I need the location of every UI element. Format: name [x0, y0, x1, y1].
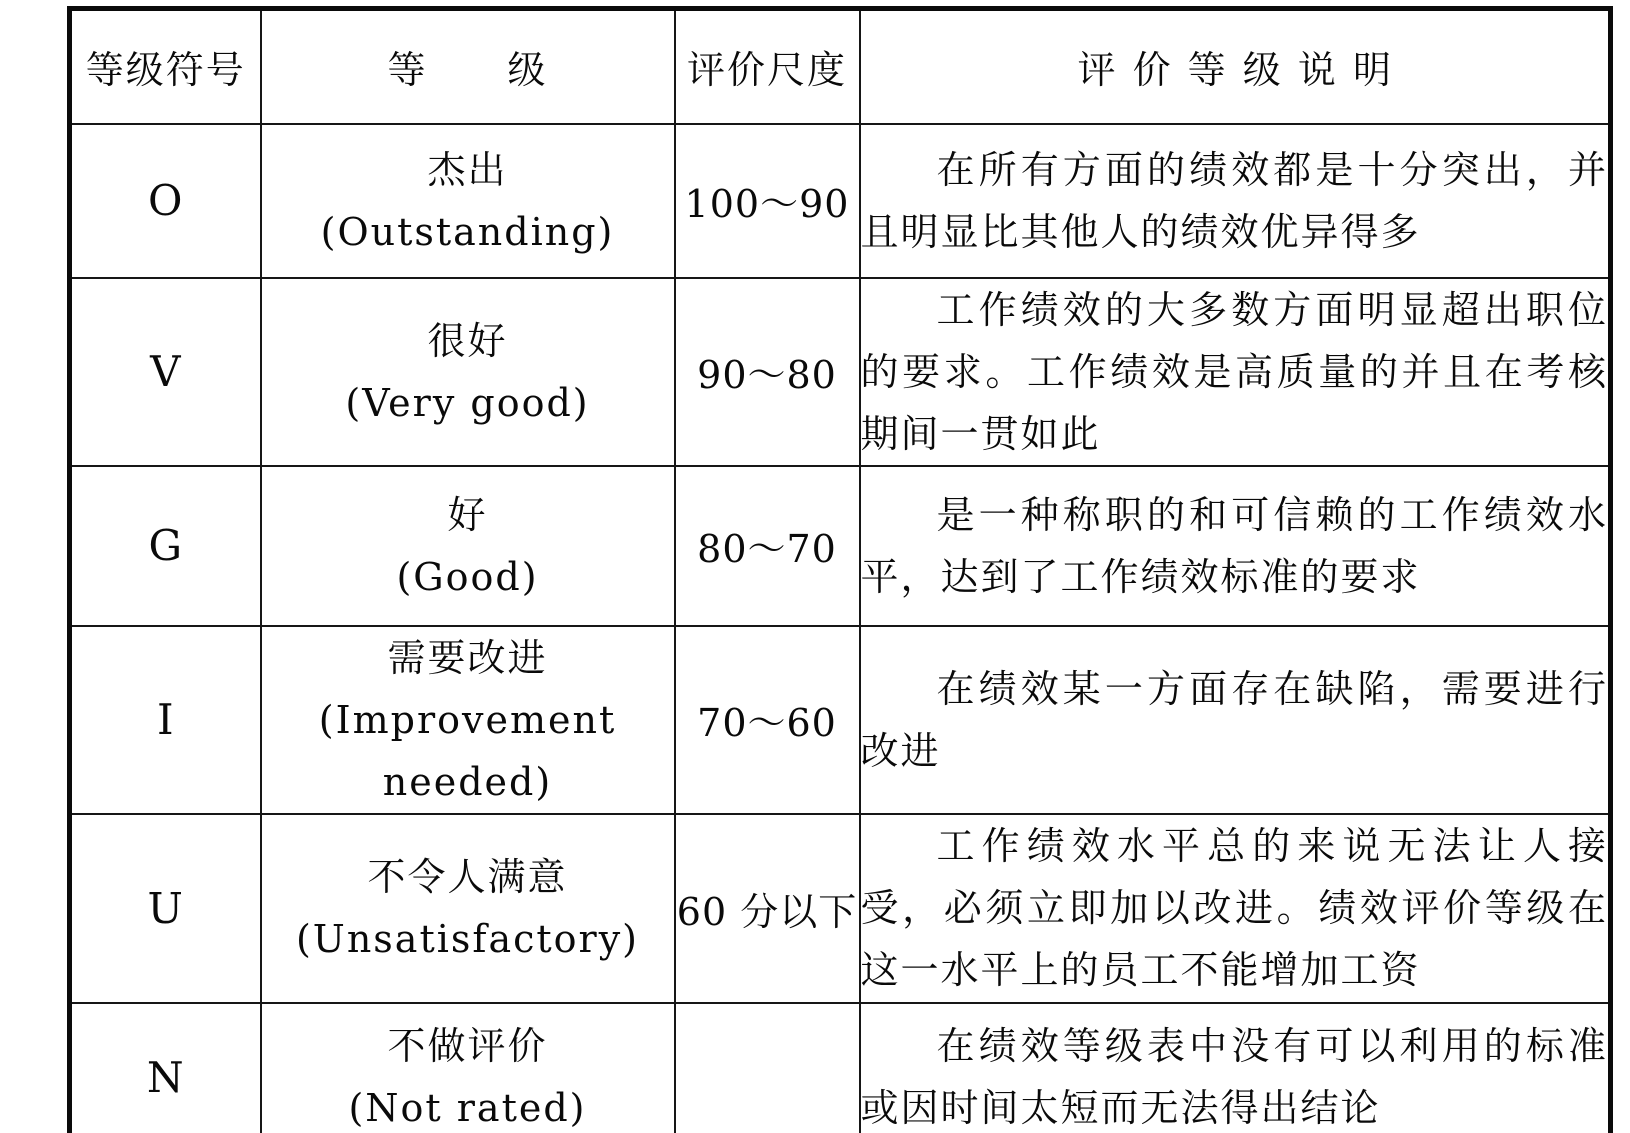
- grade-name-cn: 好: [447, 492, 488, 537]
- grade-name-cn: 不令人满意: [367, 855, 568, 899]
- table-row-outstanding: [70, 124, 1611, 278]
- table-row-unsatisfactory: [70, 814, 1611, 1003]
- cell-symbol: I: [70, 626, 261, 814]
- grade-name-en: (Improvement needed): [318, 697, 617, 804]
- table-row-good: [70, 466, 1611, 626]
- cell-scale: 60 分以下: [675, 814, 860, 1003]
- table-row-improvement-needed: [70, 626, 1611, 814]
- cell-scale: 80～70: [675, 466, 860, 626]
- grade-name-en: (Unsatisfactory): [295, 917, 639, 961]
- cell-grade: [261, 814, 675, 1003]
- cell-scale: [675, 1003, 860, 1133]
- cell-symbol: V: [70, 278, 261, 466]
- table-header-row: [70, 9, 1611, 124]
- grade-name-en: (Good): [396, 554, 539, 599]
- cell-description: 是一种称职的和可信赖的工作绩效水平，达到了工作绩效标准的要求: [860, 466, 1611, 626]
- grade-name-cn: 杰出: [427, 147, 508, 192]
- cell-scale: 90～80: [675, 278, 860, 466]
- grade-name-en: (Outstanding): [320, 209, 615, 254]
- header-cell-symbol: 等级符号: [70, 9, 261, 124]
- cell-description: 工作绩效的大多数方面明显超出职位的要求。工作绩效是高质量的并且在考核期间一贯如此: [860, 278, 1611, 466]
- header-cell-description: 评价等级说明: [860, 9, 1611, 124]
- cell-symbol: N: [70, 1003, 261, 1133]
- cell-grade: [261, 278, 675, 466]
- header-cell-grade: 等 级: [261, 9, 675, 124]
- cell-grade: [261, 466, 675, 626]
- table-row-not-rated: [70, 1003, 1611, 1133]
- cell-grade: [261, 124, 675, 278]
- cell-grade: [261, 626, 675, 814]
- cell-symbol: G: [70, 466, 261, 626]
- grade-name-en: (Very good): [345, 380, 590, 425]
- cell-symbol: U: [70, 814, 261, 1003]
- table-row-very-good: [70, 278, 1611, 466]
- cell-description: 在所有方面的绩效都是十分突出，并且明显比其他人的绩效优异得多: [860, 124, 1611, 278]
- grade-name-cn: 不做评价: [387, 1024, 548, 1069]
- header-cell-scale: 评价尺度: [675, 9, 860, 124]
- cell-description: 在绩效等级表中没有可以利用的标准或因时间太短而无法得出结论: [860, 1003, 1611, 1133]
- grade-name-cn: 很好: [427, 318, 508, 363]
- cell-description: 工作绩效水平总的来说无法让人接受，必须立即加以改进。绩效评价等级在这一水平上的员工不能增加工资: [860, 814, 1611, 1003]
- cell-description: 在绩效某一方面存在缺陷，需要进行改进: [860, 626, 1611, 814]
- performance-rating-table: [67, 6, 1613, 1133]
- grade-name-en: (Not rated): [348, 1086, 587, 1131]
- cell-symbol: O: [70, 124, 261, 278]
- cell-scale: 70～60: [675, 626, 860, 814]
- cell-grade: [261, 1003, 675, 1133]
- grade-name-cn: 需要改进: [387, 635, 548, 680]
- cell-scale: 100～90: [675, 124, 860, 278]
